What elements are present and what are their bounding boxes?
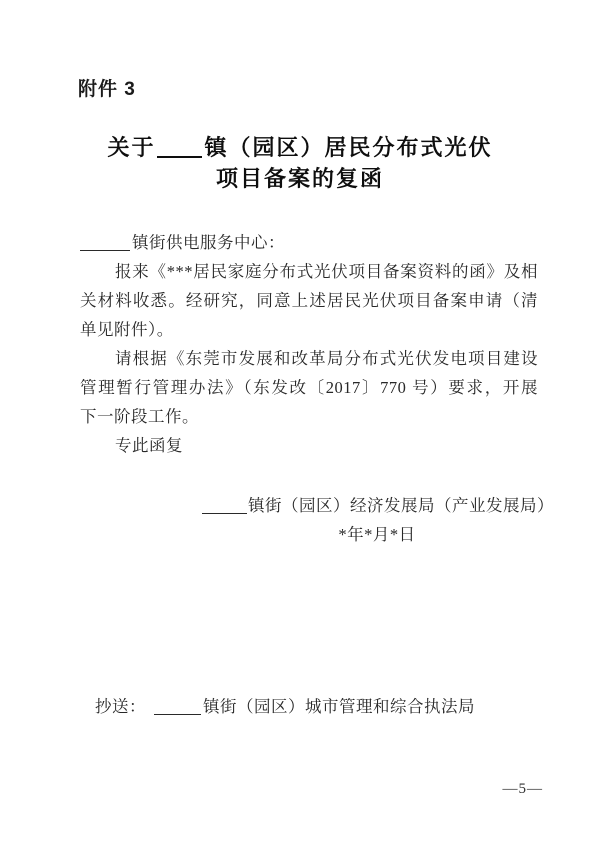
paragraph2-line: 请根据《东莞市发展和改革局分布式光伏发电项目建设 <box>115 349 538 368</box>
page-number: —5— <box>502 781 543 797</box>
cc-label: 抄送： <box>95 697 146 716</box>
paragraph1-line: 关材料收悉。经研究，同意上述居民光伏项目备案申请（清 <box>80 291 538 310</box>
title-line-2: 项目备案的复函 <box>215 166 384 191</box>
closing-line: 专此函复 <box>115 436 183 455</box>
cc-org-text: 镇街（园区）城市管理和综合执法局 <box>203 697 475 716</box>
letter-body <box>80 228 554 549</box>
salutation-line <box>80 228 538 257</box>
paragraph2-line: 管理暂行管理办法》（东发改〔2017〕770 号）要求，开展 <box>80 378 538 397</box>
title-line1-prefix: 关于 <box>107 135 156 160</box>
blank-underline <box>157 154 202 158</box>
blank-underline <box>80 248 130 251</box>
salutation-text: 镇街供电服务中心： <box>132 233 285 252</box>
title-line1-suffix: 镇（园区）居民分布式光伏 <box>204 135 493 160</box>
paragraph2-line: 下一阶段工作。 <box>80 407 199 426</box>
signature-org-line <box>80 491 554 520</box>
signature-date: *年*月*日 <box>338 525 416 544</box>
blank-underline <box>202 511 247 514</box>
attachment-label: 附件 3 <box>78 79 136 100</box>
signature-org-text: 镇街（园区）经济发展局（产业发展局） <box>248 496 554 515</box>
cc-line <box>95 692 475 721</box>
title-line-1 <box>0 132 600 163</box>
blank-underline <box>154 712 201 715</box>
paragraph1-line: 报来《***居民家庭分布式光伏项目备案资料的函》及相 <box>115 262 538 281</box>
paragraph1-line: 单见附件）。 <box>80 320 174 339</box>
document-title <box>0 132 600 194</box>
